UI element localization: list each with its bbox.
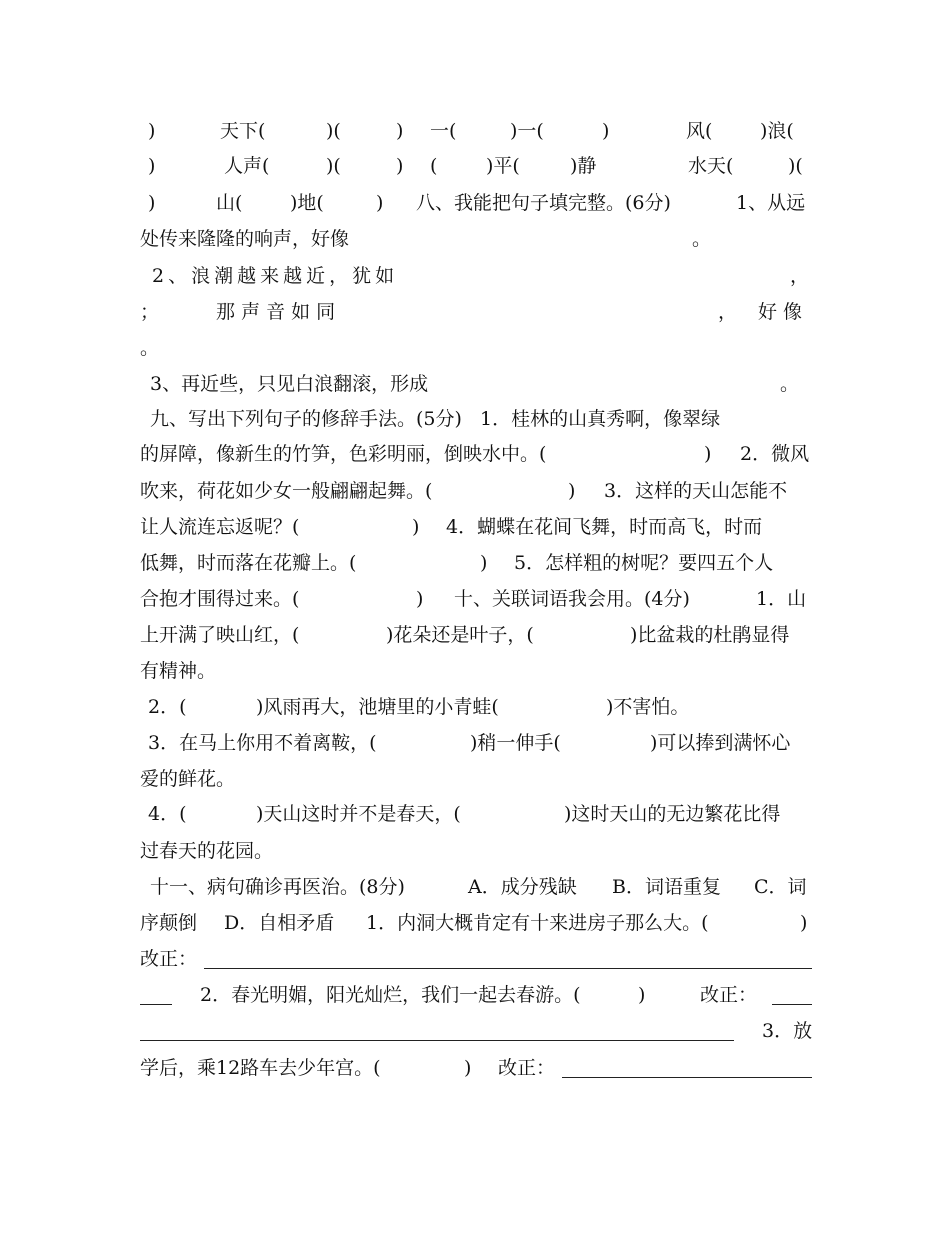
line-18 — [140, 728, 812, 758]
text-fragment: 1．山 — [756, 588, 807, 610]
text-fragment: 3．这样的天山怎能不 — [604, 480, 788, 502]
text-fragment: )浪( — [760, 120, 794, 142]
text-fragment: )不害怕。 — [606, 696, 690, 718]
line-3 — [140, 188, 812, 218]
text-fragment: ) — [396, 155, 404, 177]
line-17 — [140, 692, 812, 722]
text-fragment: 2．微风 — [740, 443, 810, 465]
text-fragment: 八、我能把句子填完整。(6分) — [416, 192, 671, 214]
text-fragment: ) — [416, 588, 424, 610]
text-fragment: )( — [326, 155, 341, 177]
text-fragment: ) — [148, 120, 156, 142]
text-fragment: ) — [464, 1057, 472, 1079]
text-fragment: 那 声 音 如 同 — [216, 301, 336, 323]
line-12 — [140, 512, 812, 542]
text-fragment: A．成分残缺 — [468, 876, 577, 898]
text-fragment: 合抱才围得过来。( — [140, 588, 300, 610]
text-fragment: 1、从远 — [736, 192, 806, 214]
text-fragment: 让人流连忘返呢？( — [140, 516, 300, 538]
text-fragment: 4．蝴蝶在花间飞舞，时而高飞，时而 — [446, 516, 763, 538]
text-fragment: 一( — [430, 120, 457, 142]
text-fragment: )花朵还是叶子，( — [386, 624, 534, 646]
line-19 — [140, 764, 812, 794]
text-fragment: 爱的鲜花。 — [140, 768, 236, 790]
text-fragment: 风( — [686, 120, 713, 142]
text-fragment: 过春天的花园。 — [140, 840, 274, 862]
text-fragment: )( — [788, 155, 803, 177]
text-fragment: ) — [376, 192, 384, 214]
line-11 — [140, 476, 812, 506]
text-fragment: 序颠倒 — [140, 912, 198, 934]
text-fragment: 学后，乘12路车去少年宫。( — [140, 1057, 381, 1079]
text-fragment: )地( — [290, 192, 324, 214]
text-fragment: 3、再近些，只见白浪翻滚，形成 — [150, 373, 429, 395]
text-fragment: 改正： — [700, 984, 758, 1006]
text-fragment: 山( — [216, 192, 243, 214]
line-8 — [140, 369, 812, 399]
text-fragment: ) — [638, 984, 646, 1006]
text-fragment: )天山这时并不是春天，( — [256, 803, 461, 825]
line-9 — [140, 404, 812, 434]
text-fragment: ， — [718, 301, 738, 323]
text-fragment: 九、写出下列句子的修辞手法。(5分) 1．桂林的山真秀啊，像翠绿 — [150, 408, 721, 430]
text-fragment: 好 像 — [758, 301, 803, 323]
text-fragment: ) — [396, 120, 404, 142]
text-fragment: ) — [704, 443, 712, 465]
text-fragment: ) — [148, 192, 156, 214]
text-fragment: 处传来隆隆的响声，好像 — [140, 228, 350, 250]
text-fragment: 十、关联词语我会用。(4分) — [454, 588, 690, 610]
line-26 — [140, 1016, 812, 1046]
text-fragment: ) — [800, 912, 808, 934]
text-fragment: ) — [602, 120, 610, 142]
text-fragment: 吹来，荷花如少女一般翩翩起舞。( — [140, 480, 433, 502]
text-fragment: ， — [790, 265, 810, 287]
line-2 — [140, 151, 812, 181]
text-fragment: )这时天山的无边繁花比得 — [564, 803, 781, 825]
text-fragment: 1．内洞大概肯定有十来进房子那么大。( — [366, 912, 709, 934]
answer-blank-line[interactable] — [140, 1040, 734, 1041]
text-fragment: ( — [430, 155, 438, 177]
answer-blank-line[interactable] — [140, 1004, 172, 1005]
text-fragment: 3．在马上你用不着离鞍，( — [148, 732, 377, 754]
line-5 — [140, 261, 812, 291]
text-fragment: ) — [412, 516, 420, 538]
text-fragment: ； — [140, 301, 160, 323]
text-fragment: 天下( — [220, 120, 266, 142]
text-fragment: 。 — [780, 373, 800, 395]
line-20 — [140, 799, 812, 829]
line-15 — [140, 620, 812, 650]
text-fragment: 2．( — [148, 696, 187, 718]
text-fragment: 5．怎样粗的树呢？要四五个人 — [514, 552, 774, 574]
text-fragment: 人声( — [224, 155, 270, 177]
text-fragment: 水天( — [688, 155, 734, 177]
line-23 — [140, 908, 812, 938]
text-fragment: )可以捧到满怀心 — [650, 732, 791, 754]
text-fragment: D．自相矛盾 — [224, 912, 335, 934]
line-7 — [140, 333, 812, 363]
line-25 — [140, 980, 812, 1010]
text-fragment: )平( — [486, 155, 520, 177]
text-fragment: )稍一伸手( — [470, 732, 561, 754]
line-6 — [140, 297, 812, 327]
text-fragment: 。 — [140, 337, 160, 359]
text-fragment: )( — [326, 120, 341, 142]
text-fragment: )静 — [570, 155, 597, 177]
text-fragment: C．词 — [754, 876, 807, 898]
line-22 — [140, 872, 812, 902]
text-fragment: 上开满了映山红，( — [140, 624, 300, 646]
text-fragment: )比盆栽的杜鹃显得 — [630, 624, 790, 646]
text-fragment: 3．放 — [762, 1020, 813, 1042]
line-27 — [140, 1053, 812, 1083]
line-16 — [140, 656, 812, 686]
text-fragment: 。 — [692, 228, 712, 250]
text-fragment: 4．( — [148, 803, 187, 825]
text-fragment: 低舞，时而落在花瓣上。( — [140, 552, 357, 574]
text-fragment: 2、浪潮越来越近，犹如 — [152, 265, 399, 287]
text-fragment: B．词语重复 — [612, 876, 721, 898]
line-21 — [140, 836, 812, 866]
line-1 — [140, 116, 812, 146]
answer-blank-line[interactable] — [562, 1077, 812, 1078]
text-fragment: ) — [148, 155, 156, 177]
line-24 — [140, 944, 812, 974]
text-fragment: )一( — [510, 120, 544, 142]
text-fragment: ) — [480, 552, 488, 574]
text-fragment: 改正： — [498, 1057, 556, 1079]
line-14 — [140, 584, 812, 614]
text-fragment: 有精神。 — [140, 660, 217, 682]
line-10 — [140, 439, 812, 469]
text-fragment: ) — [568, 480, 576, 502]
line-4 — [140, 224, 812, 254]
answer-blank-line[interactable] — [204, 968, 812, 969]
answer-blank-line[interactable] — [772, 1004, 812, 1005]
text-fragment: 2．春光明媚，阳光灿烂，我们一起去春游。( — [200, 984, 581, 1006]
text-fragment: 的屏障，像新生的竹笋，色彩明丽，倒映水中。( — [140, 443, 547, 465]
line-13 — [140, 548, 812, 578]
text-fragment: 改正： — [140, 948, 198, 970]
text-fragment: 十一、病句确诊再医治。(8分) — [150, 876, 405, 898]
text-fragment: )风雨再大，池塘里的小青蛙( — [256, 696, 499, 718]
